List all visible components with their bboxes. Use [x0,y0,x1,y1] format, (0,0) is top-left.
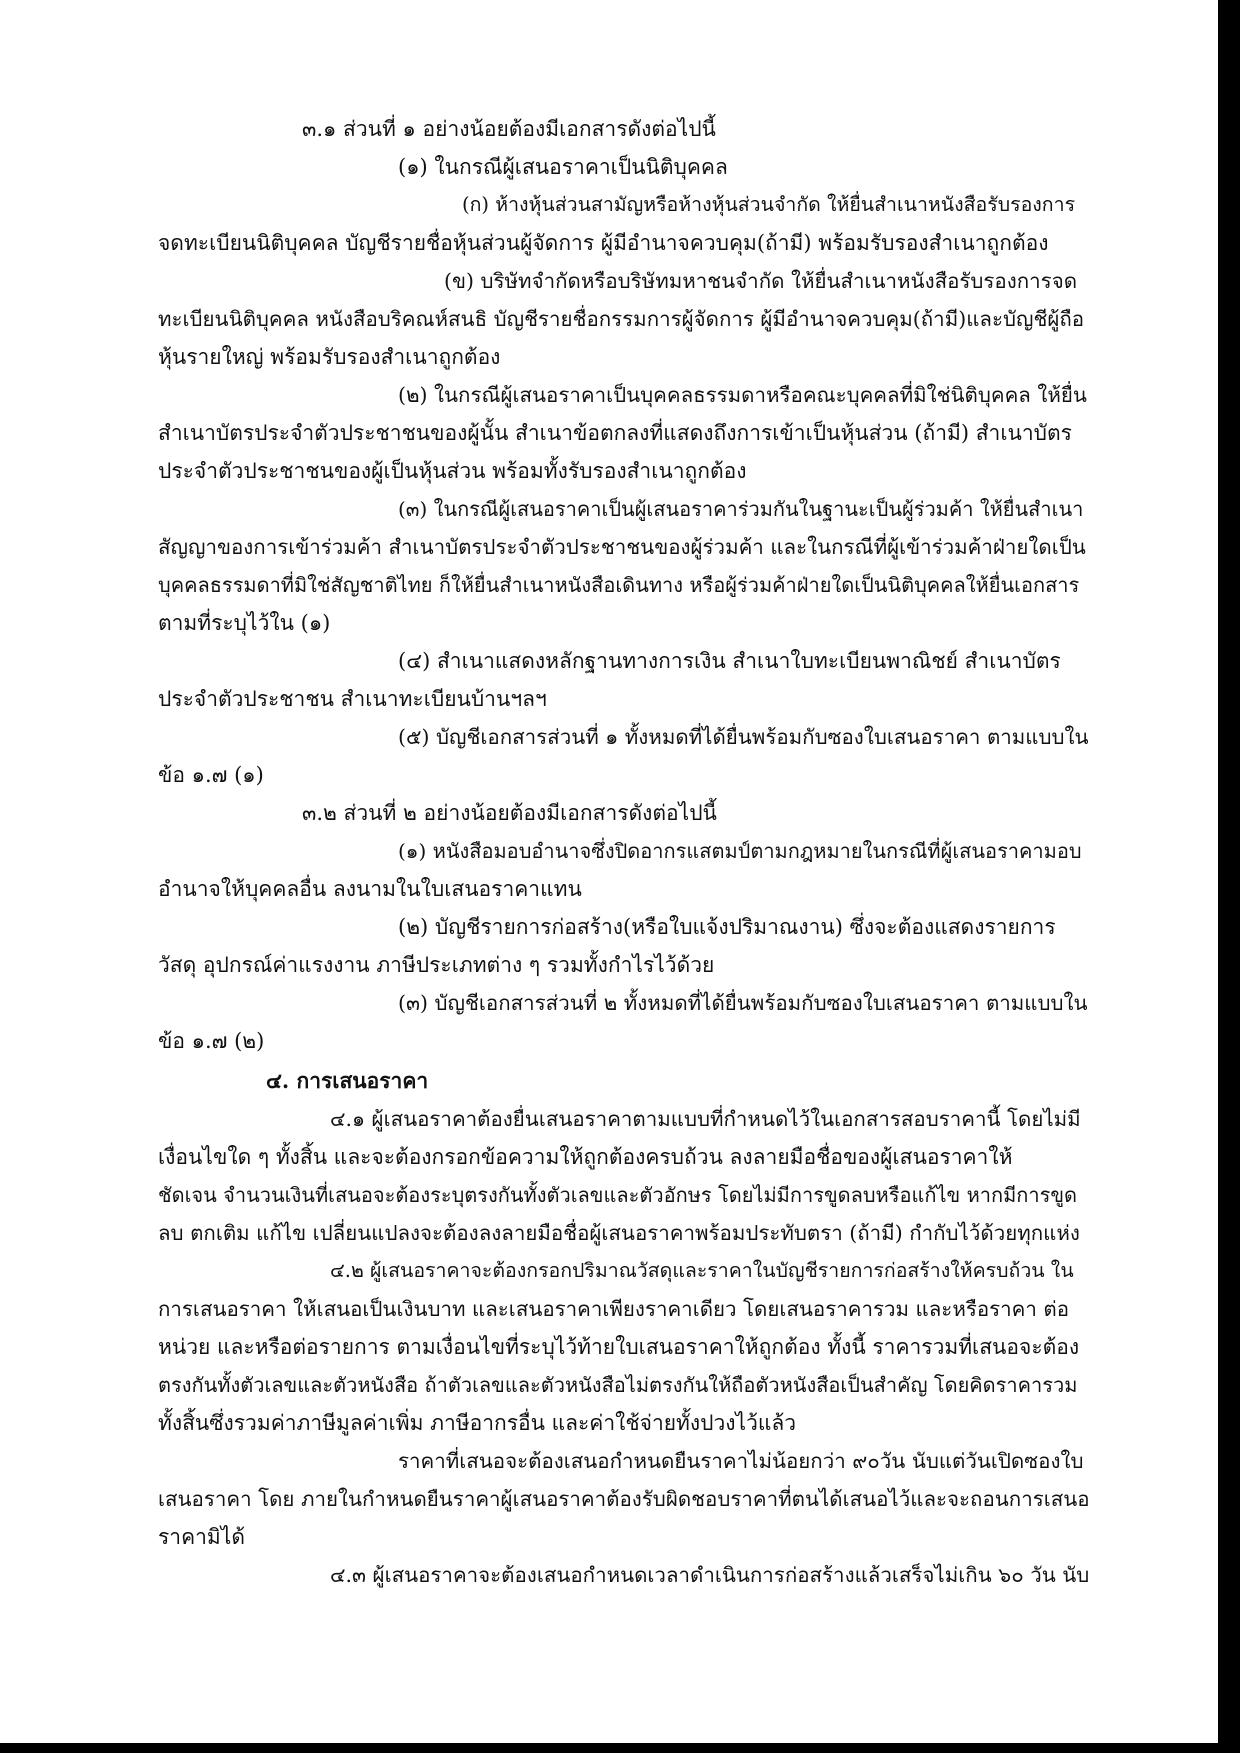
text-line: (๒) บัญชีรายการก่อสร้าง(หรือใบแจ้งปริมาณงาน) ซึ่งจะต้องแสดงรายการ [398,915,1056,939]
scan-edge-right [1218,0,1240,1753]
text-line: จดทะเบียนนิติบุคคล บัญชีรายชื่อหุ้นส่วนผู้จัดการ ผู้มีอำนาจควบคุม(ถ้ามี) พร้อมรับรองสำเนาถูกต้อง [158,231,1049,255]
section-4-heading: ๔. การเสนอราคา [266,1068,429,1093]
text-line: ข้อ ๑.๗ (๑) [158,763,264,787]
scan-edge-bottom [0,1743,1240,1753]
text-line: (๑) หนังสือมอบอำนาจซึ่งปิดอากรแสตมป์ตามกฎหมายในกรณีที่ผู้เสนอราคามอบ [398,839,1082,863]
text-line: บุคคลธรรมดาที่มิใช่สัญชาติไทย ก็ให้ยื่นสำเนาหนังสือเดินทาง หรือผู้ร่วมค้าฝ่ายใดเป็นนิติบุคคลให้ยื่นเอกสาร [158,573,1080,597]
text-line: ชัดเจน จำนวนเงินที่เสนอจะต้องระบุตรงกันทั้งตัวเลขและตัวอักษร โดยไม่มีการขูดลบหรือแก้ไข หากมีการขูด [158,1183,1078,1207]
text-line: ๔.๓ ผู้เสนอราคาจะต้องเสนอกำหนดเวลาดำเนินการก่อสร้างแล้วเสร็จไม่เกิน ๖๐ วัน นับ [330,1563,1090,1587]
text-line: หุ้นรายใหญ่ พร้อมรับรองสำเนาถูกต้อง [158,345,501,369]
text-line: หน่วย และหรือต่อรายการ ตามเงื่อนไขที่ระบุไว้ท้ายใบเสนอราคาให้ถูกต้อง ทั้งนี้ ราคารวมที่เสนอจะต้อง [158,1335,1080,1359]
text-line: (ข) บริษัทจำกัดหรือบริษัทมหาชนจำกัด ให้ยื่นสำเนาหนังสือรับรองการจด [444,269,1078,293]
text-line: ตามที่ระบุไว้ใน (๑) [158,611,331,635]
text-line: อำนาจให้บุคคลอื่น ลงนามในใบเสนอราคาแทน [158,877,582,901]
text-line: สำเนาบัตรประจำตัวประชาชนของผู้นั้น สำเนาข้อตกลงที่แสดงถึงการเข้าเป็นหุ้นส่วน (ถ้ามี) สำเนาบัตร [158,421,1072,445]
section-3-1-heading: ๓.๑ ส่วนที่ ๑ อย่างน้อยต้องมีเอกสารดังต่อไปนี้ [302,117,716,141]
text-line: ทะเบียนนิติบุคคล หนังสือบริคณห์สนธิ บัญชีรายชื่อกรรมการผู้จัดการ ผู้มีอำนาจควบคุม(ถ้ามี)และบัญชีผู้ถือ [158,307,1085,331]
section-3-2-heading: ๓.๒ ส่วนที่ ๒ อย่างน้อยต้องมีเอกสารดังต่อไปนี้ [302,801,717,825]
text-line: ประจำตัวประชาชนของผู้เป็นหุ้นส่วน พร้อมทั้งรับรองสำเนาถูกต้อง [158,459,747,483]
text-line: (๓) ในกรณีผู้เสนอราคาเป็นผู้เสนอราคาร่วมกันในฐานะเป็นผู้ร่วมค้า ให้ยื่นสำเนา [398,497,1084,521]
text-line: การเสนอราคา ให้เสนอเป็นเงินบาท และเสนอราคาเพียงราคาเดียว โดยเสนอราคารวม และหรือราคา ต่อ [158,1297,1070,1321]
text-line: สัญญาของการเข้าร่วมค้า สำเนาบัตรประจำตัวประชาชนของผู้ร่วมค้า และในกรณีที่ผู้เข้าร่วมค้าฝ่ายใดเป็น [158,535,1086,559]
text-line: ทั้งสิ้นซึ่งรวมค่าภาษีมูลค่าเพิ่ม ภาษีอากรอื่น และค่าใช้จ่ายทั้งปวงไว้แล้ว [158,1411,797,1435]
text-line: ลบ ตกเติม แก้ไข เปลี่ยนแปลงจะต้องลงลายมือชื่อผู้เสนอราคาพร้อมประทับตรา (ถ้ามี) กำกับไว้ด้วยทุกแห่ง [158,1221,1080,1245]
text-line: (๓) บัญชีเอกสารส่วนที่ ๒ ทั้งหมดที่ได้ยื่นพร้อมกับซองใบเสนอราคา ตามแบบใน [398,991,1088,1015]
text-line: ประจำตัวประชาชน สำเนาทะเบียนบ้านฯลฯ [158,687,547,711]
text-line: วัสดุ อุปกรณ์ค่าแรงงาน ภาษีประเภทต่าง ๆ รวมทั้งกำไรไว้ด้วย [158,953,715,977]
text-line: (๒) ในกรณีผู้เสนอราคาเป็นบุคคลธรรมดาหรือคณะบุคคลที่มิใช่นิติบุคคล ให้ยื่น [398,383,1087,407]
text-line: (๑) ในกรณีผู้เสนอราคาเป็นนิติบุคคล [398,155,728,179]
text-line: ๔.๒ ผู้เสนอราคาจะต้องกรอกปริมาณวัสดุและราคาในบัญชีรายการก่อสร้างให้ครบถ้วน ใน [330,1259,1074,1282]
text-line: เสนอราคา โดย ภายในกำหนดยืนราคาผู้เสนอราคาต้องรับผิดชอบราคาที่ตนได้เสนอไว้และจะถอนการเสนอ [158,1487,1090,1511]
text-line: ตรงกันทั้งตัวเลขและตัวหนังสือ ถ้าตัวเลขและตัวหนังสือไม่ตรงกันให้ถือตัวหนังสือเป็นสำคัญ โดยคิดราคารวม [158,1373,1078,1397]
text-line: ข้อ ๑.๗ (๒) [158,1029,265,1053]
text-line: เงื่อนไขใด ๆ ทั้งสิ้น และจะต้องกรอกข้อความให้ถูกต้องครบถ้วน ลงลายมือชื่อของผู้เสนอราคาให้ [158,1145,1013,1169]
text-line: (๔) สำเนาแสดงหลักฐานทางการเงิน สำเนาใบทะเบียนพาณิชย์ สำเนาบัตร [398,649,1061,673]
text-line: (ก) ห้างหุ้นส่วนสามัญหรือห้างหุ้นส่วนจำกัด ให้ยื่นสำเนาหนังสือรับรองการ [462,193,1076,216]
text-line: (๕) บัญชีเอกสารส่วนที่ ๑ ทั้งหมดที่ได้ยื่นพร้อมกับซองใบเสนอราคา ตามแบบใน [398,725,1089,749]
text-line: ๔.๑ ผู้เสนอราคาต้องยื่นเสนอราคาตามแบบที่กำหนดไว้ในเอกสารสอบราคานี้ โดยไม่มี [330,1107,1081,1131]
text-line: ราคาที่เสนอจะต้องเสนอกำหนดยืนราคาไม่น้อยกว่า ๙๐วัน นับแต่วันเปิดซองใบ [398,1449,1084,1473]
text-line: ราคามิได้ [158,1525,245,1549]
